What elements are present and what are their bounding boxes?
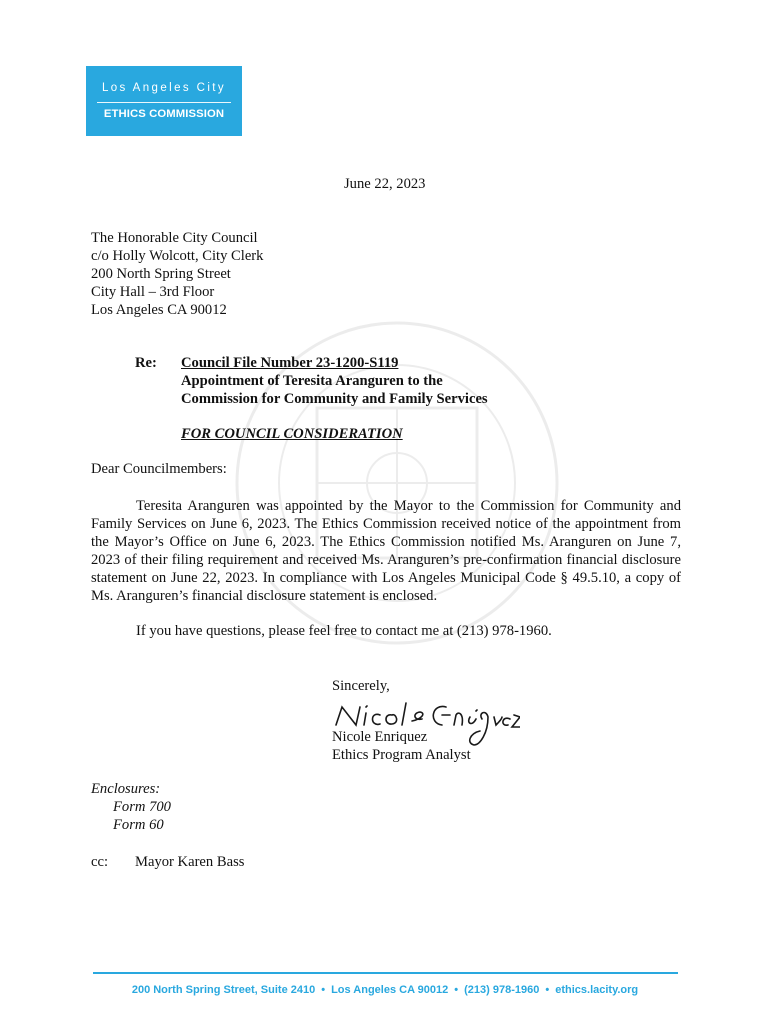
address-line: The Honorable City Council [91,230,258,246]
paragraph-text: Teresita Aranguren was appointed by the Mayor to the Commission for Community and Family Services on June 6, 2023. The Ethics Commission received notice of the appointment from the Mayor’s Office on June 6, 2023. The Ethics Commission notified Ms. Aranguren on June 7, 2023 of their filing requirement and received Ms. Aranguren’s pre-confirmation financial disclosure statement on June 22, 2023. In compliance with Los Angeles Municipal Code § 49.5.10, a copy of Ms. Aranguren’s financial disclosure statement is enclosed. [91,498,681,604]
address-line: Los Angeles CA 90012 [91,302,227,318]
footer-website[interactable]: ethics.lacity.org [555,984,639,996]
council-consideration: FOR COUNCIL CONSIDERATION [181,426,403,442]
footer-phone: (213) 978-1960 [464,984,540,996]
bullet-separator: • [321,984,326,996]
logo-divider [97,102,231,103]
recipient-address [91,229,263,319]
council-file-number: Council File Number 23-1200-S119 [181,355,399,371]
address-line: City Hall – 3rd Floor [91,284,215,300]
bullet-separator: • [454,984,459,996]
enclosure-item: Form 60 [113,817,164,833]
body-paragraph-1 [91,497,681,605]
subject-label: Re: [135,355,157,371]
bullet-separator: • [545,984,550,996]
enclosure-item: Form 700 [113,799,171,815]
address-line: 200 North Spring Street [91,266,231,282]
ethics-commission-logo [86,66,242,136]
footer-contact [0,984,770,996]
logo-city-text: Los Angeles City [101,82,227,94]
enclosures-heading: Enclosures: [91,781,161,797]
subject-lines [181,354,488,408]
logo-name-text: ETHICS COMMISSION [103,108,225,120]
footer-divider [93,972,678,974]
cc-recipient: Mayor Karen Bass [135,854,245,870]
closing-sincerely: Sincerely, [332,678,390,694]
signer-name: Nicole Enriquez [332,729,428,745]
letter-date: June 22, 2023 [344,176,426,192]
signer-title: Ethics Program Analyst [332,747,471,763]
address-line: c/o Holly Wolcott, City Clerk [91,248,264,264]
subject-line: Appointment of Teresita Aranguren to the [181,373,443,389]
subject-line: Commission for Community and Family Services [181,391,488,407]
footer-address: 200 North Spring Street, Suite 2410 [131,984,316,996]
salutation: Dear Councilmembers: [91,461,227,477]
body-paragraph-2: If you have questions, please feel free to contact me at (213) 978-1960. [136,623,552,639]
footer-city: Los Angeles CA 90012 [331,984,449,996]
enclosures-list [113,798,171,834]
cc-label: cc: [91,854,109,870]
